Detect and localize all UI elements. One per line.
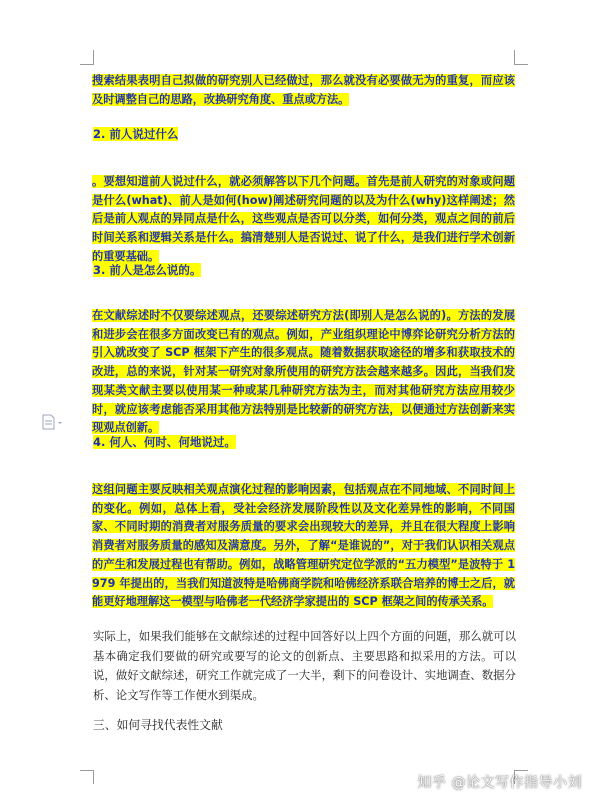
paragraph-top: 搜索结果表明自己拟做的研究别人已经做过，那么就没有必要做无为的重复，而应该及时调整自己的思路，改换研究角度、重点或方法。 <box>92 74 515 106</box>
paragraph-2: 。要想知道前人说过什么，就必须解答以下几个问题。首先是前人研究的对象或问题是什么(what)、前人是如何(how)阐述研究问题的以及为什么(why)这样阐述；然后是前人观点的异同点是什么，这些观点是否可以分类，如何分类，观点之间的前后时间关系和逻辑关系是什么。搞清楚别人是否说过、说了什么，是我们进行学术创新的重要基础。 <box>92 175 515 263</box>
crop-mark-top-right-h <box>514 64 528 65</box>
heading-3: 3. 前人是怎么说的。 <box>93 263 202 277</box>
heading-2: 2. 前人说过什么 <box>93 127 179 141</box>
crop-mark-top-right-v <box>514 50 515 64</box>
crop-mark-bottom-right-h <box>514 770 528 771</box>
section-title: 三、如何寻找代表性文献 <box>93 718 223 732</box>
crop-mark-bottom-left-h <box>80 770 94 771</box>
paragraph-4: 这组问题主要反映相关观点演化过程的影响因素，包括观点在不同地域、不同时间上的变化。例如，总体上看，受社会经济发展阶段性以及文化差异性的影响，不同国家、不同时期的消费者对服务质量的要求会出现较大的差异，并且在很大程度上影响消费者对服务质量的感知及满意度。另外，了解“是谁说的”，对于我们认识相关观点的产生和发展过程也有帮助。例如，战略管理研究定位学派的“五力模型”是波特于 1979 年提出的，当我们知道波特是哈佛商学院和哈佛经济系联合培养的博士之后，就能更好地理解这一模型与哈佛老一代经济学家提出的 SCP 框架之间的传承关系。 <box>92 483 515 609</box>
heading-4: 4. 何人、何时、何地说过。 <box>93 435 236 449</box>
watermark: 知乎 @论文写作指导小刘 <box>417 775 582 791</box>
crop-mark-top-left-v <box>93 50 94 64</box>
crop-mark-bottom-left-v <box>93 770 94 784</box>
crop-mark-top-left-h <box>80 64 94 65</box>
document-icon[interactable] <box>42 414 64 430</box>
paragraph-3: 在文献综述时不仅要综述观点，还要综述研究方法(即别人是怎么说的)。方法的发展和进步会在很多方面改变已有的观点。例如，产业组织理论中博弈论研究分析方法的引入就改变了 SCP 框架下产生的很多观点。随着数据获取途径的增多和获取技术的改进，总的来说，针对某一研究对象所使用的研究方法会越来越多。因此，当我们发现某类文献主要以使用某一种或某几种研究方法为主，而对其他研究方法应用较少时，就应该考虑能否采用其他方法特别是比较新的研究方法，以便通过方法创新来实现观点创新。 <box>92 309 515 435</box>
paragraph-plain: 实际上，如果我们能够在文献综述的过程中回答好以上四个方面的问题，那么就可以基本确定我们要做的研究或要写的论文的创新点、主要思路和拟采用的方法。可以说，做好文献综述，研究工作就完成了一大半，剩下的问卷设计、实地调查、数据分析、论文写作等工作便水到渠成。 <box>93 629 516 702</box>
